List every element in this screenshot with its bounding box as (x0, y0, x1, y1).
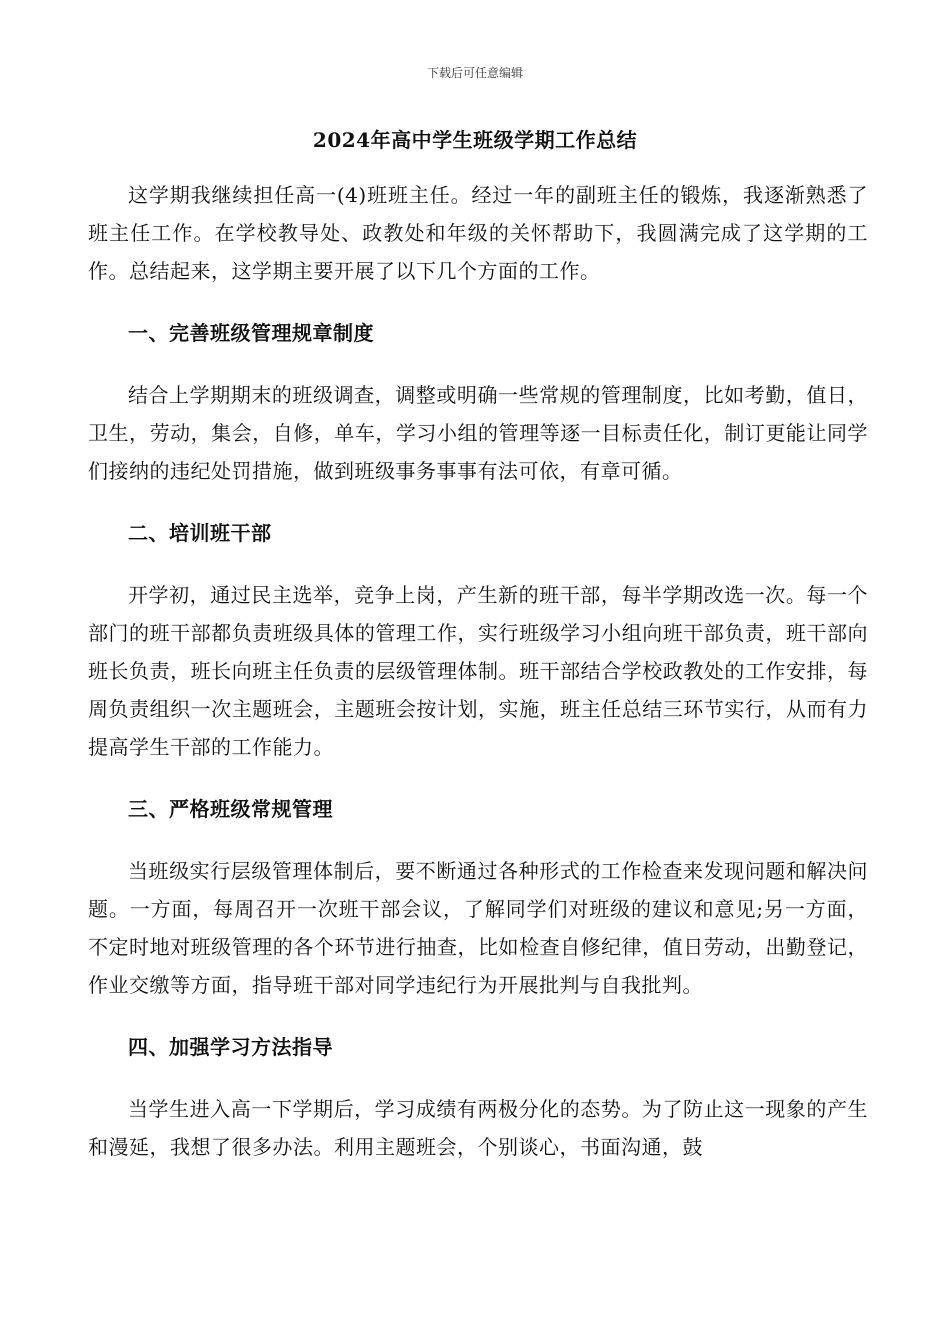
section-paragraph-1: 结合上学期期末的班级调查，调整或明确一些常规的管理制度，比如考勤，值日，卫生，劳动，集会，自修，单车，学习小组的管理等逐一目标责任化，制订更能让同学们接纳的违纪处罚措施，做到班级事务事事有法可依，有章可循。 (88, 383, 868, 483)
document-title: 2024年高中学生班级学期工作总结 (312, 128, 638, 152)
section-heading-3: 三、严格班级常规管理 (128, 797, 333, 821)
intro-paragraph: 这学期我继续担任高一(4)班班主任。经过一年的副班主任的锻炼，我逐渐熟悉了班主任工作。在学校教导处、政教处和年级的关怀帮助下，我圆满完成了这学期的工作。总结起来，这学期主要开展了以下几个方面的工作。 (88, 183, 868, 283)
section-paragraph-2: 开学初，通过民主选举，竞争上岗，产生新的班干部，每半学期改选一次。每一个部门的班干部都负责班级具体的管理工作，实行班级学习小组向班干部负责，班干部向班长负责，班长向班主任负责的层级管理体制。班干部结合学校政教处的工作安排，每周负责组织一次主题班会，主题班会按计划，实施，班主任总结三环节实行，从而有力提高学生干部的工作能力。 (88, 583, 868, 759)
header-note: 下载后可任意编辑 (426, 66, 523, 80)
section-paragraph-4: 当学生进入高一下学期后，学习成绩有两极分化的态势。为了防止这一现象的产生和漫延，我想了很多办法。利用主题班会，个别谈心，书面沟通，鼓 (88, 1097, 868, 1159)
document-body (88, 176, 868, 1190)
section-heading-2: 二、培训班干部 (128, 521, 272, 545)
section-paragraph-3: 当班级实行层级管理体制后，要不断通过各种形式的工作检查来发现问题和解决问题。一方面，每周召开一次班干部会议，了解同学们对班级的建议和意见;另一方面，不定时地对班级管理的各个环节进行抽查，比如检查自修纪律，值日劳动，出勤登记，作业交缴等方面，指导班干部对同学违纪行为开展批判与自我批判。 (88, 859, 868, 997)
section-heading-1: 一、完善班级管理规章制度 (128, 321, 374, 345)
section-heading-4: 四、加强学习方法指导 (128, 1035, 333, 1059)
